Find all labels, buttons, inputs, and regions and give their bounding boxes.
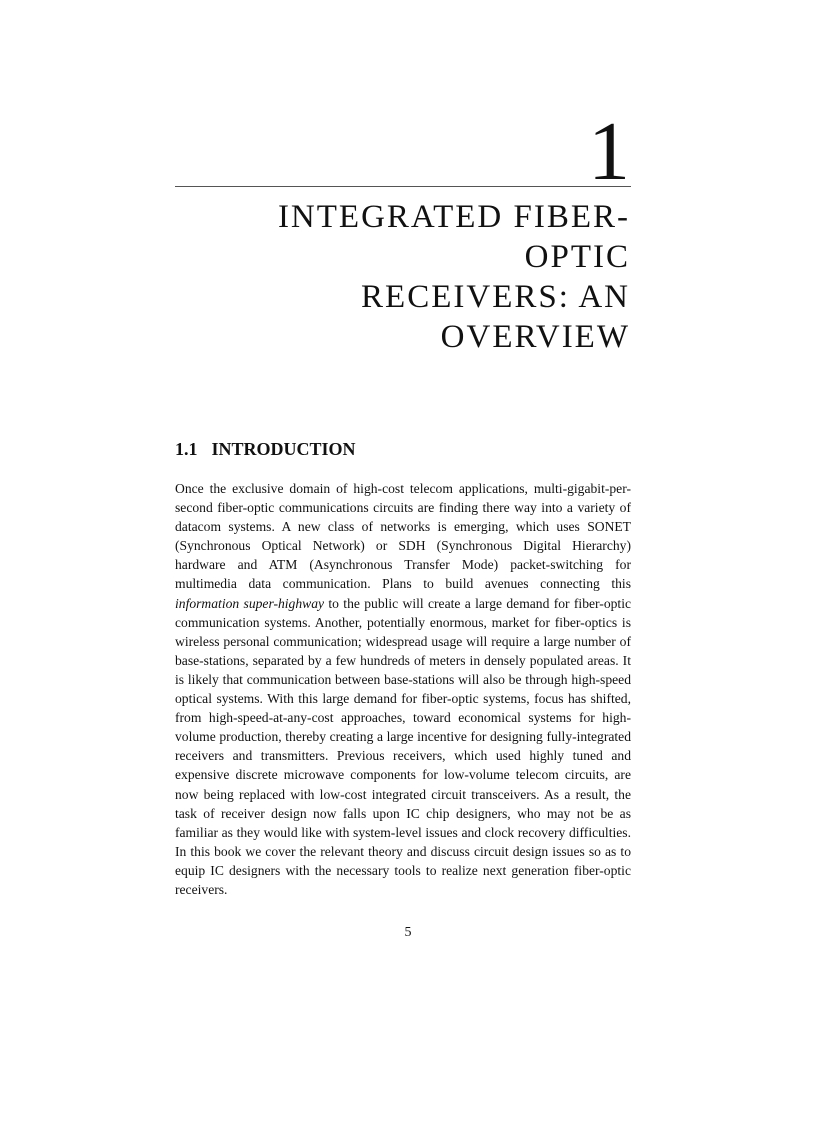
chapter-rule (175, 186, 631, 187)
paragraph-text-after: to the public will create a large demand for fiber-optic communication systems. Another, potentially enormous, market for fiber-optics is wireless personal communication; widespread usage will require a large number of base-stations, separated by a few hundreds of meters in densely populated areas. It is likely that communication between base-stations will also be through high-speed optical systems. With this large demand for fiber-optic systems, focus has shifted, from high-speed-at-any-cost approaches, toward economical systems for high-volume production, thereby creating a large incentive for designing fully-integrated receivers and transmitters. Previous receivers, which used highly tuned and expensive discrete microwave components for low-volume telecom circuits, are now being replaced with low-cost integrated circuit transceivers. As a result, the task of receiver design now falls upon IC chip designers, who may not be as familiar as they would like with system-level issues and clock recovery difficulties. In this book we cover the relevant theory and discuss circuit design issues so as to equip IC designers with the necessary tools to realize next generation fiber-optic receivers. (175, 595, 631, 897)
intro-paragraph (175, 479, 631, 899)
paragraph-text-before: Once the exclusive domain of high-cost telecom applications, multi-gigabit-per-second fiber-optic communications circuits are finding there way into a variety of datacom systems. A new class of networks is emerging, which uses SONET (Synchronous Optical Network) or SDH (Synchronous Digital Hierarchy) hardware and ATM (Asynchronous Transfer Mode) packet-switching for multimedia data communication. Plans to build avenues connecting this (175, 481, 631, 592)
paragraph-emphasis: information super-highway (175, 595, 325, 611)
chapter-title (174, 197, 630, 357)
chapter-title-line-2: RECEIVERS: AN OVERVIEW (361, 279, 630, 355)
chapter-title-line-1: INTEGRATED FIBER-OPTIC (277, 199, 630, 275)
section-number: 1.1 (175, 439, 198, 459)
section-heading (175, 437, 356, 461)
section-title: INTRODUCTION (211, 439, 356, 459)
chapter-number: 1 (588, 105, 630, 198)
page-number: 5 (404, 925, 412, 940)
